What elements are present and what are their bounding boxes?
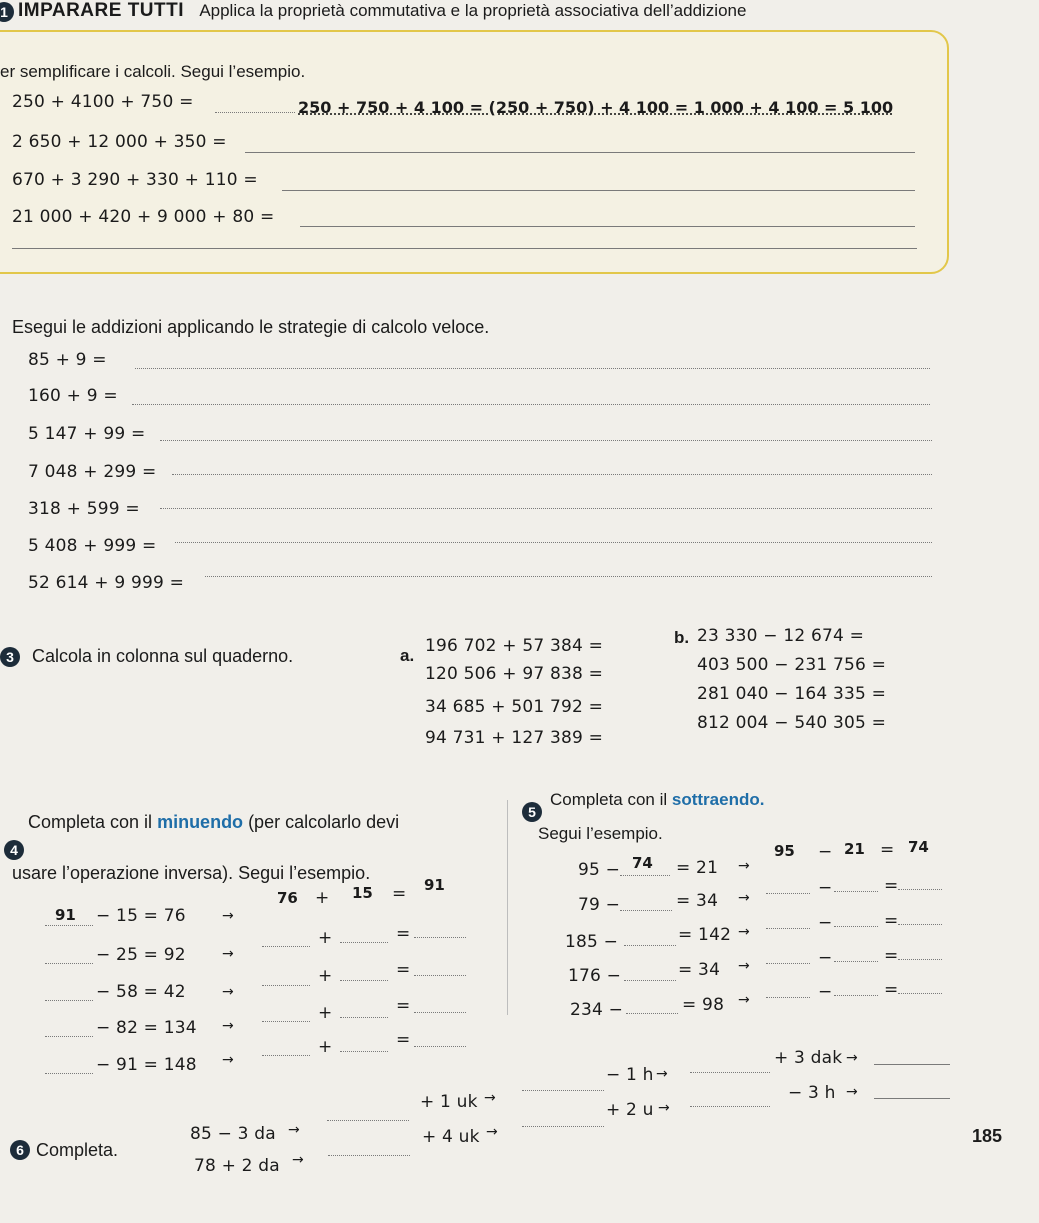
ex4-row-1-r[interactable]: 91	[424, 876, 445, 894]
ex4-row-5-op: +	[318, 1037, 333, 1057]
ex5-row-3-r-line[interactable]	[898, 924, 942, 925]
ex2-row-2: 160 + 9 =	[28, 386, 118, 406]
ex2-row-6: 5 408 + 999 =	[28, 536, 157, 556]
ex6-line-2c[interactable]	[690, 1106, 770, 1107]
ex5-row-3-fill-line[interactable]	[624, 945, 676, 946]
ex6-arrow-1a-icon: →	[484, 1090, 496, 1106]
ex6-arrow-2-icon: →	[292, 1152, 304, 1168]
ex5-row-3-a-line[interactable]	[766, 928, 810, 929]
ex6-step-2b: + 2 u	[606, 1100, 654, 1120]
ex6-start-2: 78 + 2 da	[194, 1156, 280, 1176]
ex4-row-5-expr: − 91 = 148	[96, 1055, 197, 1075]
ex5-row-5-eq: =	[884, 980, 899, 1000]
exercise-1-number: 1	[0, 2, 14, 22]
exercise-5-number: 5	[522, 802, 542, 822]
ex4-row-4-eq: =	[396, 996, 411, 1016]
exercise-6-number: 6	[10, 1140, 30, 1160]
ex5-row-1-r[interactable]: 74	[908, 838, 929, 856]
ex4-instr-key: minuendo	[157, 812, 244, 832]
ex6-arrow-1c-icon: →	[846, 1050, 858, 1066]
ex5-row-5-r-line[interactable]	[898, 993, 942, 994]
ex5-row-2-a-line[interactable]	[766, 893, 810, 894]
ex5-row-2-b-line[interactable]	[834, 891, 878, 892]
ex2-row-1: 85 + 9 =	[28, 350, 107, 370]
ex2-row-5-line[interactable]	[160, 508, 932, 509]
ex4-row-2-expr: − 25 = 92	[96, 945, 186, 965]
ex6-step-1a: + 1 uk	[420, 1092, 478, 1112]
ex3-a-3: 34 685 + 501 792 =	[425, 697, 604, 717]
ex5-row-1-lead: 95 −	[578, 860, 621, 880]
ex5-row-4-tail: = 34	[678, 960, 721, 980]
exercise-4-instruction	[28, 812, 399, 833]
ex3-b-3: 281 040 − 164 335 =	[697, 684, 887, 704]
ex6-line-1b[interactable]	[522, 1090, 604, 1091]
ex5-row-4-lead: 176 −	[568, 966, 622, 986]
ex3-label-a: a.	[400, 646, 415, 665]
ex1-row-4-expr: 21 000 + 420 + 9 000 + 80 =	[12, 207, 275, 227]
exercise-1-tag: IMPARARE TUTTI	[18, 0, 185, 21]
ex3-label-b: b.	[674, 628, 690, 647]
ex1-row-2-expr: 2 650 + 12 000 + 350 =	[12, 132, 227, 152]
ex4-row-5-a-line[interactable]	[262, 1055, 310, 1056]
ex4-row-3-fill-line[interactable]	[45, 1000, 93, 1001]
ex5-row-3-b-line[interactable]	[834, 926, 878, 927]
ex2-row-4: 7 048 + 299 =	[28, 462, 157, 482]
ex4-row-1-op: +	[315, 888, 330, 908]
ex4-row-5-eq: =	[396, 1030, 411, 1050]
exercise-5-instruction	[550, 790, 764, 810]
ex3-b-1: 23 330 − 12 674 =	[697, 626, 865, 646]
ex1-row-3-expr: 670 + 3 290 + 330 + 110 =	[12, 170, 258, 190]
ex5-row-5-lead: 234 −	[570, 1000, 624, 1020]
ex1-row-1-answer[interactable]: 250 + 750 + 4 100 = (250 + 750) + 4 100 = 1 000 + 4 100 = 5 100	[298, 98, 894, 117]
ex4-row-4-r-line[interactable]	[414, 1012, 466, 1013]
ex6-arrow-2b-icon: →	[658, 1100, 670, 1116]
ex4-row-5-b-line[interactable]	[340, 1051, 388, 1052]
ex4-row-4-expr: − 82 = 134	[96, 1018, 197, 1038]
ex5-row-2-eq: =	[884, 876, 899, 896]
ex4-row-3-r-line[interactable]	[414, 975, 466, 976]
ex5-row-1-eq: =	[880, 840, 895, 860]
exercise-4-number: 4	[4, 840, 24, 860]
ex1-row-2-answer-line[interactable]	[245, 152, 915, 153]
ex5-row-3-lead: 185 −	[565, 932, 619, 952]
ex6-arrow-2a-icon: →	[486, 1124, 498, 1140]
ex5-row-4-b-line[interactable]	[834, 961, 878, 962]
ex5-row-2-op: −	[818, 878, 833, 898]
ex2-row-4-line[interactable]	[172, 474, 932, 475]
ex6-start-1: 85 − 3 da	[190, 1124, 276, 1144]
ex6-arrow-1-icon: →	[288, 1122, 300, 1138]
ex4-row-1-filled[interactable]: 91	[55, 906, 76, 924]
ex5-row-3-op: −	[818, 913, 833, 933]
ex5-row-4-fill-line[interactable]	[624, 980, 676, 981]
ex5-row-1-b[interactable]: 21	[844, 840, 865, 858]
ex2-row-6-line[interactable]	[175, 542, 932, 543]
ex5-row-1-arrow-icon: →	[738, 858, 750, 874]
ex2-row-7: 52 614 + 9 999 =	[28, 573, 185, 593]
ex5-row-2-tail: = 34	[676, 891, 719, 911]
ex4-row-5-r-line[interactable]	[414, 1046, 466, 1047]
ex4-row-2-eq: =	[396, 924, 411, 944]
exercise-1-instruction-2: er semplificare i calcoli. Segui l’esempio.	[0, 62, 306, 81]
ex4-row-3-arrow-icon: →	[222, 984, 234, 1000]
ex4-instr-pre: Completa con il	[28, 812, 158, 832]
ex1-row-1-line-a	[215, 112, 295, 113]
ex4-row-1-arrow-icon: →	[222, 908, 234, 924]
ex6-step-2c: − 3 h	[788, 1083, 836, 1103]
ex4-row-2-fill-line[interactable]	[45, 963, 93, 964]
ex4-row-3-eq: =	[396, 960, 411, 980]
ex4-row-2-b-line[interactable]	[340, 942, 388, 943]
ex4-row-1-eq: =	[392, 884, 407, 904]
ex6-arrow-2c-icon: →	[846, 1084, 858, 1100]
ex2-row-2-line[interactable]	[132, 404, 930, 405]
ex1-row-4-answer-line[interactable]	[300, 226, 915, 227]
ex4-row-1-fill-line[interactable]	[45, 925, 93, 926]
exercise-2-instruction: Esegui le addizioni applicando le strategie di calcolo veloce.	[12, 317, 490, 337]
ex5-row-2-arrow-icon: →	[738, 890, 750, 906]
ex5-row-5-op: −	[818, 982, 833, 1002]
ex4-row-5-fill-line[interactable]	[45, 1073, 93, 1074]
ex5-row-1-a[interactable]: 95	[774, 842, 795, 860]
ex4-row-3-a-line[interactable]	[262, 985, 310, 986]
ex4-row-4-a-line[interactable]	[262, 1021, 310, 1022]
ex2-row-3-line[interactable]	[160, 440, 932, 441]
ex2-row-3: 5 147 + 99 =	[28, 424, 146, 444]
ex5-row-4-a-line[interactable]	[766, 963, 810, 964]
page-number: 185	[972, 1126, 1003, 1146]
ex6-line-2d[interactable]	[874, 1098, 950, 1099]
ex4-row-2-r-line[interactable]	[414, 937, 466, 938]
exercise-3-number: 3	[0, 647, 20, 667]
column-divider	[507, 800, 508, 1015]
ex6-line-1d[interactable]	[874, 1064, 950, 1065]
ex5-row-4-arrow-icon: →	[738, 958, 750, 974]
ex5-row-5-tail: = 98	[682, 995, 725, 1015]
ex6-step-2a: + 4 uk	[422, 1127, 480, 1147]
ex5-row-4-eq: =	[884, 946, 899, 966]
ex4-row-4-fill-line[interactable]	[45, 1036, 93, 1037]
ex4-row-3-op: +	[318, 966, 333, 986]
ex1-row-3-answer-line[interactable]	[282, 190, 915, 191]
exercise-1-title	[18, 0, 746, 22]
ex2-row-1-line[interactable]	[135, 368, 930, 369]
ex4-row-4-b-line[interactable]	[340, 1017, 388, 1018]
exercise-3-instruction: Calcola in colonna sul quaderno.	[32, 646, 294, 666]
ex4-row-3-expr: − 58 = 42	[96, 982, 186, 1002]
ex6-step-1b: − 1 h	[606, 1065, 654, 1085]
ex2-row-5: 318 + 599 =	[28, 499, 140, 519]
ex5-row-4-op: −	[818, 948, 833, 968]
ex6-line-1c[interactable]	[690, 1072, 770, 1073]
ex4-row-1-b[interactable]: 15	[352, 884, 373, 902]
ex4-row-5-arrow-icon: →	[222, 1052, 234, 1068]
ex6-line-1a[interactable]	[327, 1120, 409, 1121]
ex5-row-3-arrow-icon: →	[738, 924, 750, 940]
ex5-instr-pre: Completa con il	[550, 790, 672, 809]
ex4-row-1-a[interactable]: 76	[277, 889, 298, 907]
ex5-row-1-fill[interactable]: 74	[632, 854, 653, 872]
ex5-row-5-arrow-icon: →	[738, 992, 750, 1008]
ex6-step-1c: + 3 dak	[774, 1048, 843, 1068]
ex4-row-3-b-line[interactable]	[340, 980, 388, 981]
ex6-line-2b[interactable]	[522, 1126, 604, 1127]
ex4-row-4-op: +	[318, 1003, 333, 1023]
ex1-extra-line[interactable]	[12, 248, 917, 249]
ex4-row-2-a-line[interactable]	[262, 946, 310, 947]
ex3-a-1: 196 702 + 57 384 =	[425, 636, 604, 656]
exercise-1-instruction: Applica la proprietà commutativa e la proprietà associativa dell’addizione	[199, 1, 747, 20]
ex4-row-2-op: +	[318, 928, 333, 948]
ex5-row-1-op: −	[818, 842, 833, 862]
ex3-a-2: 120 506 + 97 838 =	[425, 664, 604, 684]
ex4-row-1-expr: − 15 = 76	[96, 906, 186, 926]
ex4-instr-post: (per calcolarlo devi	[243, 812, 400, 832]
ex6-arrow-1b-icon: →	[656, 1066, 668, 1082]
exercise-5-instruction-2: Segui l’esempio.	[538, 824, 663, 843]
ex3-a-4: 94 731 + 127 389 =	[425, 728, 604, 748]
ex5-row-1-fill-line[interactable]	[620, 875, 670, 876]
ex5-row-2-lead: 79 −	[578, 895, 621, 915]
ex3-b-4: 812 004 − 540 305 =	[697, 713, 887, 733]
ex5-row-5-fill-line[interactable]	[626, 1013, 678, 1014]
ex6-line-2a[interactable]	[328, 1155, 410, 1156]
ex5-row-3-eq: =	[884, 911, 899, 931]
ex5-row-4-r-line[interactable]	[898, 959, 942, 960]
ex5-row-2-r-line[interactable]	[898, 889, 942, 890]
ex1-row-1-expr: 250 + 4100 + 750 =	[12, 92, 194, 112]
ex4-row-4-arrow-icon: →	[222, 1018, 234, 1034]
ex5-row-5-a-line[interactable]	[766, 997, 810, 998]
exercise-4-instruction-2: usare l’operazione inversa). Segui l’esempio.	[12, 863, 371, 883]
ex5-row-1-tail: = 21	[676, 858, 719, 878]
ex5-row-3-tail: = 142	[678, 925, 732, 945]
ex2-row-7-line[interactable]	[205, 576, 932, 577]
ex5-row-2-fill-line[interactable]	[620, 910, 672, 911]
ex4-row-2-arrow-icon: →	[222, 946, 234, 962]
ex3-b-2: 403 500 − 231 756 =	[697, 655, 887, 675]
ex5-instr-key: sottraendo.	[671, 790, 765, 809]
ex5-row-5-b-line[interactable]	[834, 995, 878, 996]
exercise-6-instruction: Completa.	[36, 1140, 119, 1160]
